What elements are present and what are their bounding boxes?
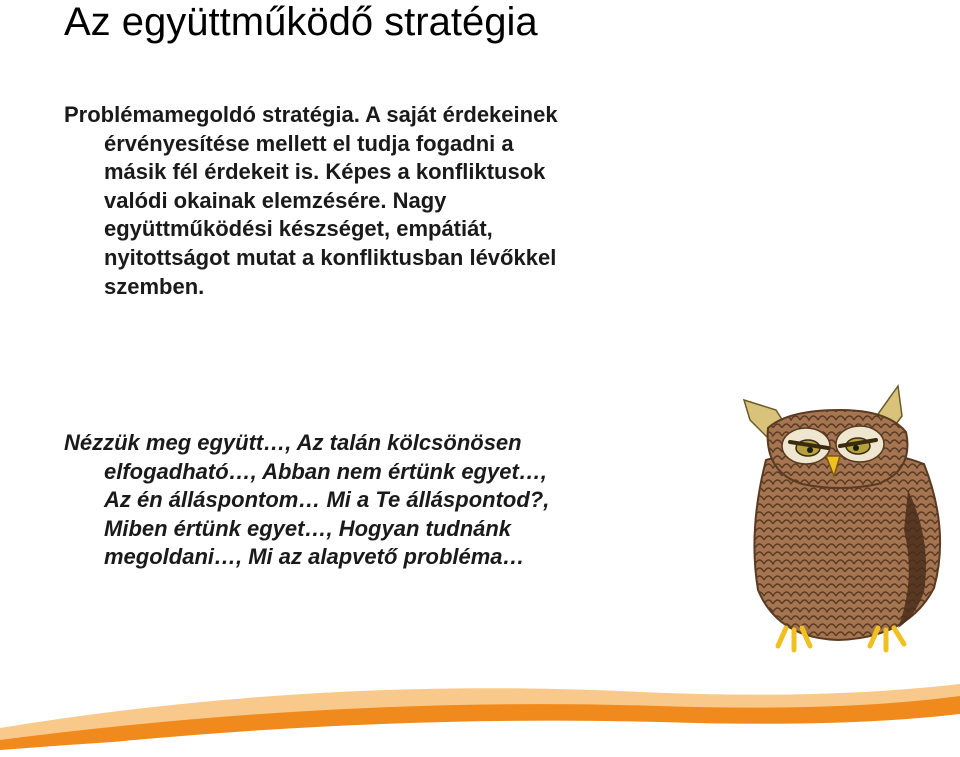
slide-title: Az együttműködő stratégia xyxy=(64,0,538,44)
phrases-paragraph: Nézzük meg együtt…, Az talán kölcsönösen elfogadható…, Abban nem értünk egyet…, Az én álláspontom… Mi a Te álláspontod?, Miben értünk egyet…, Hogyan tudnánk megoldani…, Mi az alapvető probléma… xyxy=(64,430,550,570)
orange-swoosh-decoration xyxy=(0,640,960,757)
owl-illustration-icon xyxy=(728,380,956,656)
description-paragraph: Problémamegoldó stratégia. A saját érdekeinek érvényesítése mellett el tudja fogadni a másik fél érdekeit is. Képes a konfliktusok valódi okainak elemzésére. Nagy együttműködési készséget, empátiát, nyitottságot mutat a konfliktusban lévőkkel szemben. xyxy=(64,102,558,299)
